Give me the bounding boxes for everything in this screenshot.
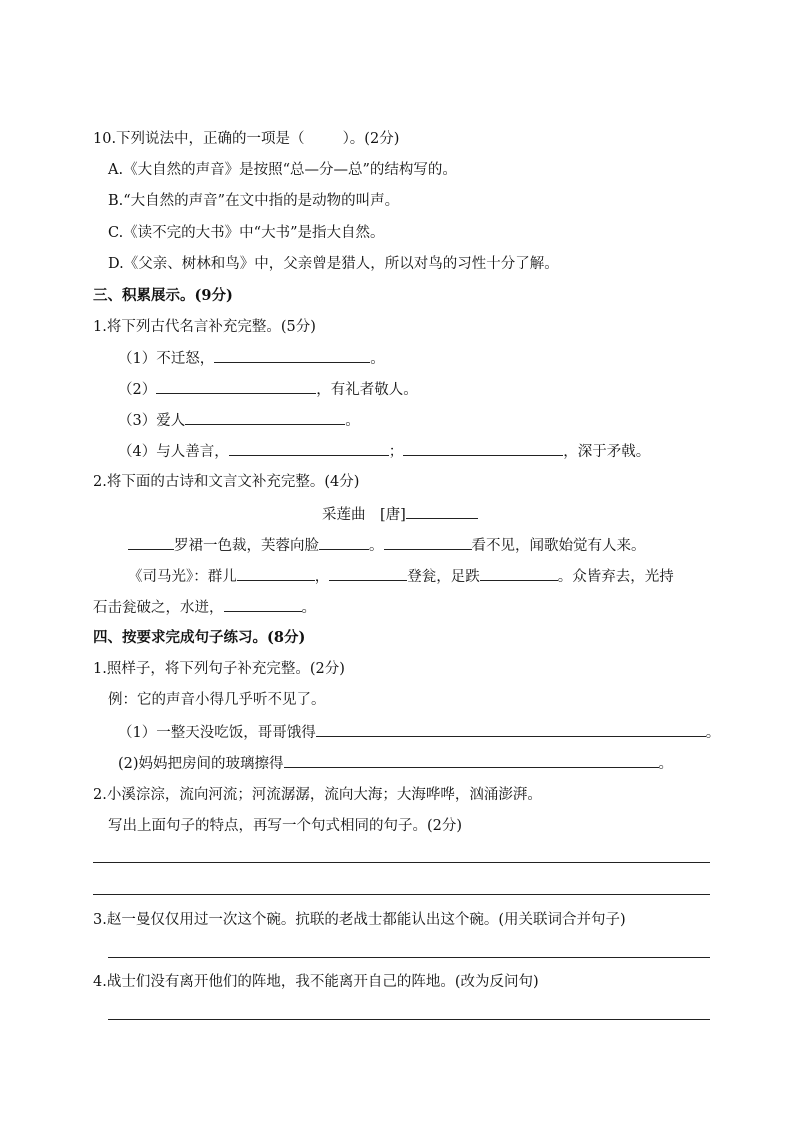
s3-q2-poem-line [128, 536, 646, 555]
s4-q1-example: 例：它的声音小得几乎听不见了。 [108, 692, 326, 708]
s3-q1-item1-text: （1）不迁怒， [118, 351, 215, 367]
s3-q1-item4-end: ，深于矛戟。 [563, 444, 651, 460]
s3-q1-stem: 1.将下列古代名言补充完整。(5分) [93, 319, 316, 335]
s4-q4-stem: 4.战士们没有离开他们的阵地，我不能离开自己的阵地。(改为反问句) [93, 974, 539, 990]
q10-option-a: A.《大自然的声音》是按照“总—分—总”的结构写的。 [108, 162, 457, 178]
s3-q2-poem-text1: 罗裙一色裁，芙蓉向脸 [174, 538, 319, 554]
s3-q2-poem-blank1[interactable] [128, 536, 174, 550]
s3-q2-poem-blank2[interactable] [319, 536, 369, 550]
q10-stem-before: 10.下列说法中，正确的一项是（ [93, 131, 305, 147]
s4-q1-stem: 1.照样子，将下列句子补充完整。(2分) [93, 661, 345, 677]
s3-q1-item4-blank2[interactable] [403, 442, 563, 456]
q10-option-d: D.《父亲、树林和鸟》中，父亲曾是猎人，所以对鸟的习性十分了解。 [108, 256, 559, 272]
s4-q2-task: 写出上面句子的特点，再写一个句式相同的句子。(2分) [108, 818, 463, 834]
s3-q1-item3-end: 。 [345, 413, 360, 429]
s3-q1-item4-sep: ； [388, 444, 404, 460]
s3-q1-item4 [118, 442, 650, 461]
s4-q2-answer-line2[interactable] [93, 894, 710, 895]
s4-q3-answer-line[interactable] [108, 957, 710, 958]
s3-q2-sima-blank2[interactable] [329, 567, 407, 581]
s3-q2-sima-blank1[interactable] [237, 567, 315, 581]
section4-heading: 四、按要求完成句子练习。(8分) [93, 629, 306, 646]
s3-q1-item1-end: 。 [370, 351, 385, 367]
section3-heading: 三、积累展示。(9分) [93, 287, 233, 304]
s3-q1-item2-text: ，有礼者敬人。 [316, 382, 418, 398]
s4-q1-item2 [118, 754, 673, 773]
s3-q2-stem: 2.将下面的古诗和文言文补充完整。(4分) [93, 474, 360, 490]
s3-q2-sima-text5: 石击瓮破之，水迸， [93, 600, 224, 616]
s3-q1-item1 [118, 349, 385, 368]
s4-q1-item2-blank[interactable] [284, 754, 659, 768]
s4-q1-item2-text: (2)妈妈把房间的玻璃擦得 [118, 756, 284, 772]
s4-q3-stem: 3.赵一曼仅仅用过一次这个碗。抗联的老战士都能认出这个碗。(用关联词合并句子) [93, 912, 626, 928]
q10-stem-after: ）。(2分) [342, 131, 400, 147]
s3-q2-poem-author-blank[interactable] [406, 505, 478, 519]
s3-q1-item1-blank[interactable] [214, 349, 370, 363]
s3-q2-poem-text3: 看不见，闻歌始觉有人来。 [471, 538, 646, 554]
s4-q1-item2-end: 。 [658, 756, 674, 772]
q10-option-b: B.“大自然的声音”在文中指的是动物的叫声。 [108, 193, 400, 209]
s3-q2-poem-title [322, 505, 478, 524]
s4-q2-answer-line1[interactable] [93, 862, 710, 863]
s3-q1-item3-text: （3）爱人 [118, 413, 186, 429]
s3-q2-sima-text3: 登瓮，足跌 [407, 569, 480, 585]
s3-q2-sima-blank3[interactable] [480, 567, 558, 581]
s4-q1-item1-text: （1）一整天没吃饭，哥哥饿得 [118, 725, 316, 741]
s3-q2-sima-text2: ， [314, 569, 330, 585]
s3-q2-poem-title-text: 采莲曲 [唐] [322, 507, 406, 523]
s3-q1-item2-num: （2） [118, 382, 157, 398]
s3-q2-sima-line1 [128, 567, 674, 586]
s4-q1-item1-end: 。 [705, 725, 721, 741]
s3-q2-sima-line2 [93, 598, 316, 617]
s4-q2-stem: 2.小溪淙淙，流向河流；河流潺潺，流向大海；大海哗哗，汹涌澎湃。 [93, 787, 542, 803]
s3-q2-sima-text6: 。 [301, 600, 316, 616]
s3-q2-sima-text1: 《司马光》：群儿 [128, 569, 237, 585]
s3-q2-poem-text2: 。 [369, 538, 384, 554]
s4-q1-item1-blank[interactable] [316, 723, 706, 737]
q10-option-c: C.《读不完的大书》中“大书”是指大自然。 [108, 225, 385, 241]
s3-q1-item3-blank[interactable] [185, 411, 345, 425]
s3-q1-item4-text: （4）与人善言， [118, 444, 229, 460]
s3-q2-poem-blank3[interactable] [384, 536, 472, 550]
s3-q2-sima-text4: 。众皆弃去，光持 [557, 569, 674, 585]
s3-q1-item2-blank[interactable] [156, 380, 316, 394]
s4-q1-item1 [118, 723, 720, 742]
s4-q4-answer-line[interactable] [108, 1019, 710, 1020]
s3-q1-item3 [118, 411, 360, 430]
s3-q2-sima-blank4[interactable] [224, 598, 302, 612]
s3-q1-item2 [118, 380, 418, 399]
q10-stem [93, 130, 399, 148]
s3-q1-item4-blank1[interactable] [229, 442, 389, 456]
